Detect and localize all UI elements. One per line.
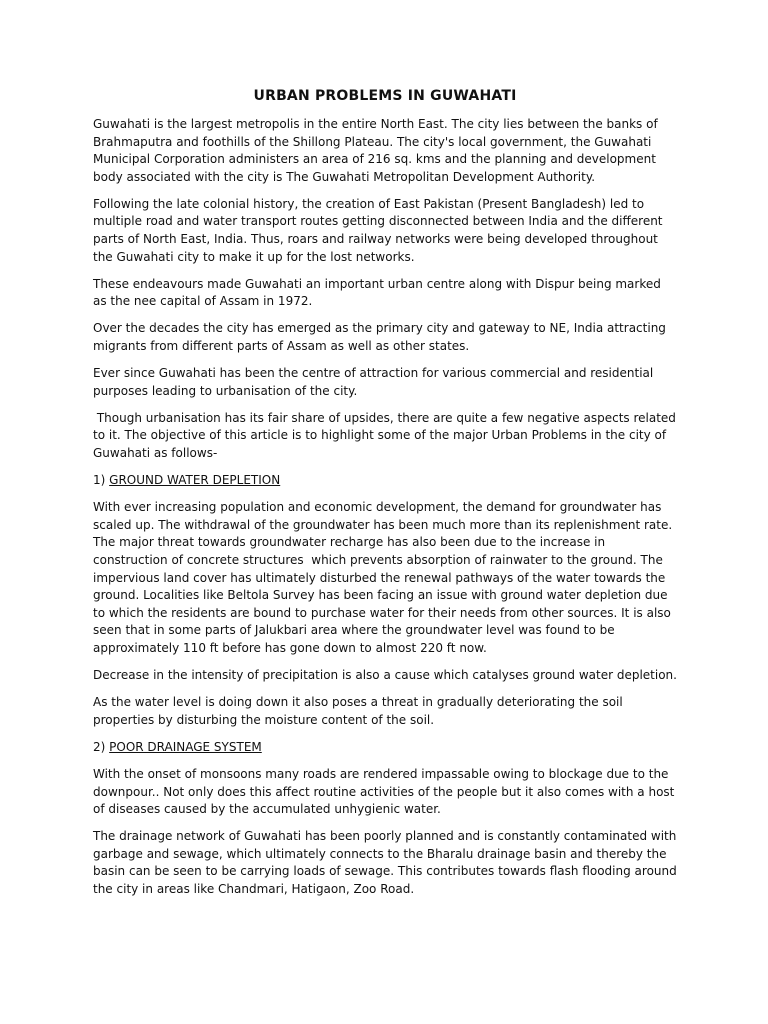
intro-paragraph-2: Following the late colonial history, the creation of East Pakistan (Present Bangladesh) led to multiple road and water transport routes getting disconnected between India and the different parts of North East, India. Thus, roars and railway networks were being developed throughout the Guwahati city to make it up for the lost networks.	[93, 196, 663, 264]
section-2-number: 2)	[93, 739, 110, 754]
intro-paragraph-5: Ever since Guwahati has been the centre of attraction for various commercial and residential purposes leading to urbanisation of the city.	[93, 366, 654, 398]
section-2-paragraph-1: With the onset of monsoons many roads are rendered impassable owing to blockage due to the downpour.. Not only does this affect routine activities of the people but it also comes with a host of diseases caused by the accumulated unhygienic water.	[93, 766, 675, 817]
section-1-heading	[93, 472, 677, 490]
intro-paragraph-1: Guwahati is the largest metropolis in the entire North East. The city lies between the banks of Brahmaputra and foothills of the Shillong Plateau. The city's local government, the Guwahati Municipal Corporation administers an area of 216 sq. kms and the planning and development body associated with the city is The Guwahati Metropolitan Development Authority.	[93, 117, 658, 184]
section-1-paragraph-1: With ever increasing population and economic development, the demand for groundwater has scaled up. The withdrawal of the groundwater has been much more than its replenishment rate. The major threat towards groundwater recharge has also been due to the increase in construction of concrete structures which prevents absorption of rainwater to the ground. The impervious land cover has ultimately disturbed the renewal pathways of the water towards the ground. Localities like Beltola Survey has been facing an issue with ground water depletion due to which the residents are bound to purchase water for their needs from other sources. It is also seen that in some parts of Jalukbari area where the groundwater level was found to be approximately 110 ft before has gone down to almost 220 ft now.	[93, 500, 676, 655]
intro-paragraph-3: These endeavours made Guwahati an important urban centre along with Dispur being marked as the nee capital of Assam in 1972.	[93, 276, 661, 309]
section-1-number: 1)	[93, 473, 110, 488]
section-2-heading	[93, 739, 677, 757]
document-body	[93, 86, 680, 908]
section-1-paragraph-3: As the water level is doing down it also poses a threat in gradually deteriorating the soil properties by disturbing the moisture content of the soil.	[93, 695, 623, 727]
intro-paragraph-4: Over the decades the city has emerged as the primary city and gateway to NE, India attracting migrants from different parts of Assam as well as other states.	[93, 321, 666, 354]
section-1-title: GROUND WATER DEPLETION	[109, 473, 281, 488]
document-title: URBAN PROBLEMS IN GUWAHATI	[253, 88, 517, 104]
section-2-paragraph-2: The drainage network of Guwahati has been poorly planned and is constantly contaminated with garbage and sewage, which ultimately connects to the Bharalu drainage basin and thereby the basin can be seen to be carrying loads of sewage. This contributes towards flash flooding around the city in areas like Chandmari, Hatigaon, Zoo Road.	[93, 829, 677, 896]
section-2-title: POOR DRAINAGE SYSTEM	[109, 739, 262, 754]
intro-paragraph-6: Though urbanisation has its fair share of upsides, there are quite a few negative aspects related to it. The objective of this article is to highlight some of the major Urban Problems in the city of Guwahati as follows-	[93, 410, 680, 460]
section-1-paragraph-2: Decrease in the intensity of precipitation is also a cause which catalyses ground water depletion.	[93, 668, 677, 683]
